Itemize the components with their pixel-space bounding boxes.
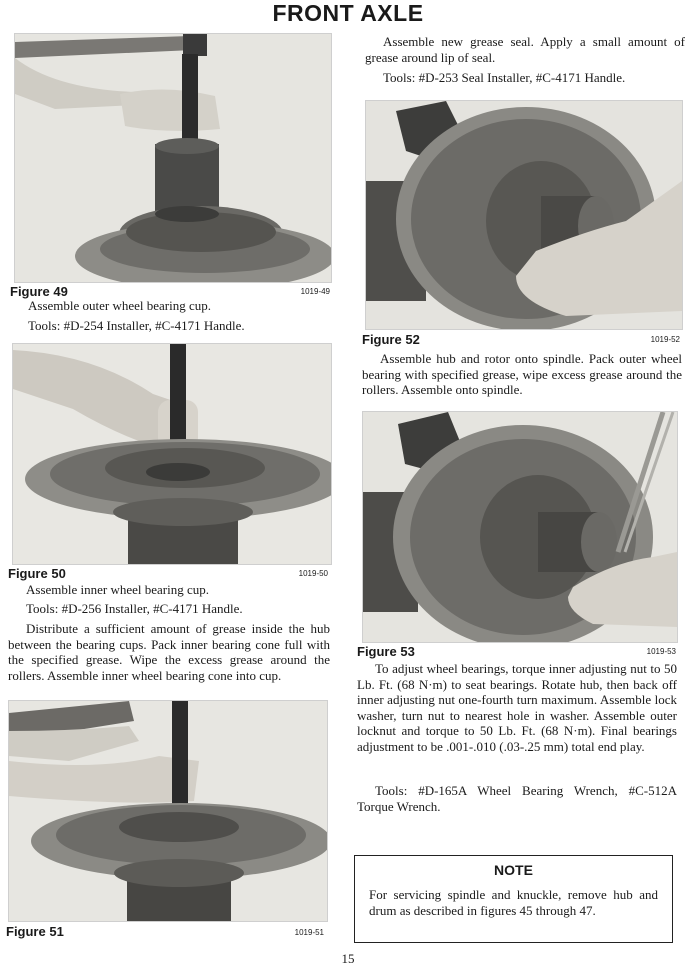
figure-49-photo: [14, 33, 332, 283]
figure-52-photo: [365, 100, 683, 330]
figure-49-tools: Tools: #D-254 Installer, #C-4171 Handle.: [28, 318, 245, 333]
figure-51-photo: [8, 700, 328, 922]
figure-50-tools: Tools: #D-256 Installer, #C-4171 Handle.: [26, 601, 243, 616]
page-title: FRONT AXLE: [272, 0, 424, 26]
grease-seal-paragraph: Assemble new grease seal. Apply a small amount of grease around lip of seal.: [365, 34, 685, 65]
figure-51-label: Figure 51: [6, 924, 64, 939]
figure-50-code: 1019-50: [298, 569, 328, 578]
figure-50-caption: Assemble inner wheel bearing cup.: [26, 582, 210, 597]
figure-53-code: 1019-53: [646, 647, 676, 656]
bearing-adjustment-paragraph: To adjust wheel bearings, torque inner adjusting nut to 50 Lb. Ft. (68 N·m) to seat bearings. Rotate hub, then back off inner adjusting nut one-fourth turn maximum. Assemble lock washer, turn nut to nearest hole in washer. Assemble outer locknut and torque to 50 Lb. Ft. (68 N·m). Final bearings adjustment to be .001-.010 (.03-.25 mm) total end play.: [357, 661, 677, 754]
figure-49-label: Figure 49: [10, 284, 68, 299]
figure-51-code: 1019-51: [294, 928, 324, 937]
figure-49-code: 1019-49: [300, 287, 330, 296]
note-box: [354, 855, 673, 943]
figure-53-tools: Tools: #D-165A Wheel Bearing Wrench, #C-512A Torque Wrench.: [357, 783, 677, 814]
grease-seal-tools: Tools: #D-253 Seal Installer, #C-4171 Handle.: [383, 70, 626, 85]
page-number: 15: [341, 951, 355, 966]
figure-49-caption: Assemble outer wheel bearing cup.: [28, 298, 212, 313]
figure-52-caption: Assemble hub and rotor onto spindle. Pack outer wheel bearing with specified grease, wipe excess grease around the rollers. Assemble onto spindle.: [362, 351, 682, 397]
figure-50-photo: [12, 343, 332, 565]
figure-52-label: Figure 52: [362, 332, 420, 347]
figure-53-photo: [362, 411, 678, 643]
figure-50-label: Figure 50: [8, 566, 66, 581]
grease-instructions-paragraph: Distribute a sufficient amount of grease inside the hub between the bearing cups. Pack inner bearing cone full with the specified grease. Wipe the excess grease around the rollers. Assemble inner wheel bearing cone into cup.: [8, 621, 330, 683]
figure-52-code: 1019-52: [650, 335, 680, 344]
note-title: NOTE: [494, 862, 533, 878]
figure-53-label: Figure 53: [357, 644, 415, 659]
note-text: For servicing spindle and knuckle, remove hub and drum as described in figures 45 through 47.: [369, 887, 658, 918]
